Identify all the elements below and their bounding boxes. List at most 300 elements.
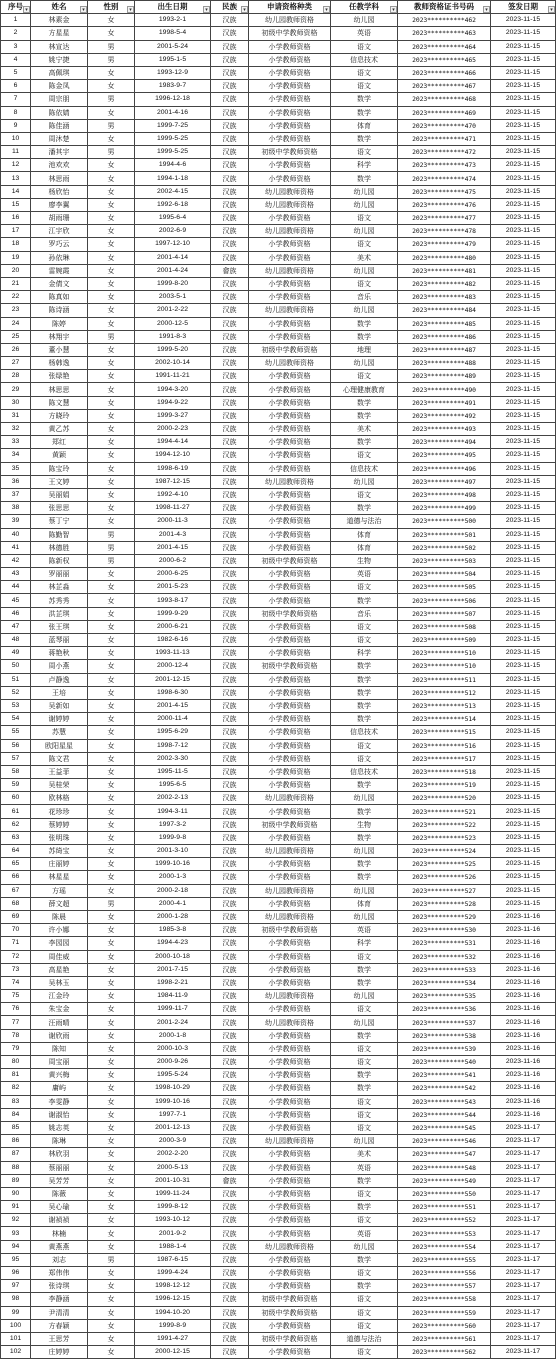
table-row [1,660,556,673]
cell-certificate-no: 2023**********524 [398,845,491,858]
cell-qualification: 小学教师资格 [249,53,331,66]
cell-qualification: 小学教师资格 [249,1082,331,1095]
cell-certificate-no: 2023**********486 [398,330,491,343]
cell-name: 林思雨 [31,172,88,185]
table-row [1,805,556,818]
cell-gender: 男 [88,897,135,910]
header-label: 申请资格种类 [267,2,312,12]
cell-gender: 女 [88,172,135,185]
cell-certificate-no: 2023**********537 [398,1016,491,1029]
cell-issue-date: 2023-11-15 [491,805,556,818]
table-row [1,990,556,1003]
cell-subject: 幼儿园 [331,14,398,27]
cell-seq: 62 [1,818,31,831]
cell-birthdate: 2002-6-9 [135,225,211,238]
cell-seq: 8 [1,106,31,119]
cell-ethnicity: 汉族 [211,765,249,778]
filter-dropdown-icon[interactable]: ▾ [241,6,248,13]
cell-certificate-no: 2023**********547 [398,1148,491,1161]
cell-ethnicity: 汉族 [211,1240,249,1253]
cell-subject: 数学 [331,1174,398,1187]
cell-gender: 女 [88,805,135,818]
cell-ethnicity: 汉族 [211,132,249,145]
cell-seq: 87 [1,1148,31,1161]
cell-qualification: 小学教师资格 [249,699,331,712]
cell-issue-date: 2023-11-15 [491,409,556,422]
cell-seq: 27 [1,357,31,370]
cell-gender: 女 [88,1069,135,1082]
cell-seq: 83 [1,1095,31,1108]
cell-qualification: 小学教师资格 [249,396,331,409]
header-label: 民族 [222,2,237,12]
cell-issue-date: 2023-11-15 [491,119,556,132]
cell-seq: 9 [1,119,31,132]
cell-name: 汪雨晴 [31,1016,88,1029]
filter-dropdown-icon[interactable]: ▾ [323,6,330,13]
cell-subject: 语文 [331,1108,398,1121]
cell-certificate-no: 2023**********491 [398,396,491,409]
cell-subject: 数学 [331,831,398,844]
cell-birthdate: 2000-12-5 [135,317,211,330]
cell-subject: 语文 [331,40,398,53]
cell-subject: 语文 [331,1293,398,1306]
cell-birthdate: 1995-6-5 [135,779,211,792]
cell-issue-date: 2023-11-15 [491,172,556,185]
cell-birthdate: 1984-11-9 [135,990,211,1003]
cell-subject: 信息技术 [331,53,398,66]
table-row [1,845,556,858]
cell-seq: 90 [1,1187,31,1200]
cell-birthdate: 1991-4-27 [135,1332,211,1345]
cell-ethnicity: 汉族 [211,53,249,66]
cell-qualification: 小学教师资格 [249,858,331,871]
table-row [1,1214,556,1227]
cell-seq: 12 [1,159,31,172]
cell-name: 周小燕 [31,660,88,673]
cell-subject: 数学 [331,409,398,422]
cell-subject: 语文 [331,1306,398,1319]
cell-gender: 女 [88,1042,135,1055]
cell-gender: 女 [88,1227,135,1240]
cell-seq: 48 [1,634,31,647]
cell-subject: 语文 [331,1214,398,1227]
cell-issue-date: 2023-11-15 [491,581,556,594]
cell-seq: 89 [1,1174,31,1187]
cell-qualification: 小学教师资格 [249,251,331,264]
cell-name: 王培 [31,686,88,699]
cell-issue-date: 2023-11-17 [491,1161,556,1174]
cell-qualification: 小学教师资格 [249,106,331,119]
cell-birthdate: 1999-3-27 [135,409,211,422]
table-row [1,779,556,792]
cell-birthdate: 2000-5-13 [135,1161,211,1174]
col-header-gender [88,1,135,14]
cell-birthdate: 2001-4-15 [135,699,211,712]
cell-issue-date: 2023-11-15 [491,291,556,304]
cell-qualification: 小学教师资格 [249,515,331,528]
cell-name: 张王琪 [31,620,88,633]
cell-ethnicity: 汉族 [211,502,249,515]
cell-seq: 46 [1,607,31,620]
cell-subject: 幼儿园 [331,1135,398,1148]
cell-name: 黄兴梅 [31,1069,88,1082]
cell-name: 吴芳芳 [31,1174,88,1187]
cell-certificate-no: 2023**********503 [398,554,491,567]
cell-seq: 78 [1,1029,31,1042]
cell-name: 周沐楚 [31,132,88,145]
cell-name: 郑红 [31,436,88,449]
cell-qualification: 小学教师资格 [249,713,331,726]
cell-seq: 50 [1,660,31,673]
cell-ethnicity: 汉族 [211,1161,249,1174]
cell-ethnicity: 汉族 [211,963,249,976]
cell-ethnicity: 汉族 [211,805,249,818]
cell-name: 苏绮宝 [31,845,88,858]
cell-certificate-no: 2023**********463 [398,27,491,40]
cell-qualification: 小学教师资格 [249,1161,331,1174]
table-row [1,277,556,290]
cell-gender: 女 [88,1280,135,1293]
cell-certificate-no: 2023**********505 [398,581,491,594]
table-row [1,699,556,712]
cell-certificate-no: 2023**********462 [398,14,491,27]
cell-name: 李园园 [31,937,88,950]
cell-seq: 6 [1,80,31,93]
cell-gender: 女 [88,66,135,79]
cell-certificate-no: 2023**********559 [398,1306,491,1319]
cell-gender: 女 [88,304,135,317]
cell-subject: 幼儿园 [331,264,398,277]
cell-issue-date: 2023-11-15 [491,699,556,712]
cell-subject: 数学 [331,132,398,145]
cell-gender: 女 [88,634,135,647]
cell-name: 罗丽丽 [31,568,88,581]
cell-qualification: 幼儿园教师资格 [249,1240,331,1253]
cell-seq: 69 [1,910,31,923]
cell-name: 庄丽婷 [31,858,88,871]
cell-seq: 42 [1,554,31,567]
cell-seq: 5 [1,66,31,79]
cell-certificate-no: 2023**********533 [398,963,491,976]
cell-gender: 女 [88,1174,135,1187]
cell-issue-date: 2023-11-15 [491,660,556,673]
cell-qualification: 小学教师资格 [249,238,331,251]
cell-subject: 体育 [331,528,398,541]
cell-ethnicity: 汉族 [211,343,249,356]
cell-birthdate: 2001-10-31 [135,1174,211,1187]
cell-name: 杨韩逸 [31,357,88,370]
cell-seq: 47 [1,620,31,633]
col-header-issue-date [491,1,556,14]
cell-ethnicity: 汉族 [211,884,249,897]
table-row [1,27,556,40]
cell-subject: 数学 [331,673,398,686]
cell-name: 廖李翼 [31,198,88,211]
cell-name: 胡雨珊 [31,212,88,225]
cell-seq: 21 [1,277,31,290]
cell-qualification: 小学教师资格 [249,1029,331,1042]
cell-ethnicity: 汉族 [211,845,249,858]
cell-certificate-no: 2023**********557 [398,1280,491,1293]
cell-ethnicity: 汉族 [211,1056,249,1069]
cell-subject: 语文 [331,634,398,647]
cell-issue-date: 2023-11-17 [491,1148,556,1161]
cell-gender: 女 [88,185,135,198]
cell-issue-date: 2023-11-16 [491,963,556,976]
cell-issue-date: 2023-11-15 [491,53,556,66]
cell-gender: 女 [88,950,135,963]
cell-gender: 女 [88,1029,135,1042]
cell-issue-date: 2023-11-16 [491,1095,556,1108]
cell-certificate-no: 2023**********495 [398,449,491,462]
table-row [1,1240,556,1253]
cell-name: 蔡丁宁 [31,515,88,528]
cell-issue-date: 2023-11-15 [491,357,556,370]
cell-issue-date: 2023-11-17 [491,1253,556,1266]
cell-gender: 女 [88,159,135,172]
cell-birthdate: 2000-3-9 [135,1135,211,1148]
header-row [1,1,556,14]
cell-seq: 94 [1,1240,31,1253]
cell-seq: 54 [1,713,31,726]
table-row [1,568,556,581]
filter-dropdown-icon[interactable]: ▾ [127,6,134,13]
cell-birthdate: 1994-1-18 [135,172,211,185]
cell-gender: 女 [88,14,135,27]
cell-seq: 80 [1,1056,31,1069]
cell-issue-date: 2023-11-15 [491,858,556,871]
cell-qualification: 幼儿园教师资格 [249,475,331,488]
cell-certificate-no: 2023**********552 [398,1214,491,1227]
cell-gender: 女 [88,765,135,778]
cell-ethnicity: 汉族 [211,792,249,805]
cell-name: 高星艳 [31,963,88,976]
cell-issue-date: 2023-11-15 [491,634,556,647]
cell-qualification: 小学教师资格 [249,739,331,752]
cell-name: 苏秀秀 [31,594,88,607]
cell-ethnicity: 汉族 [211,1082,249,1095]
cell-ethnicity: 汉族 [211,1108,249,1121]
cell-seq: 51 [1,673,31,686]
cell-certificate-no: 2023**********470 [398,119,491,132]
cell-certificate-no: 2023**********479 [398,238,491,251]
cell-qualification: 小学教师资格 [249,752,331,765]
cell-issue-date: 2023-11-17 [491,1121,556,1134]
cell-name: 林欣羽 [31,1148,88,1161]
table-row [1,1253,556,1266]
cell-ethnicity: 汉族 [211,40,249,53]
cell-issue-date: 2023-11-15 [491,449,556,462]
filter-dropdown-icon[interactable]: ▾ [548,6,555,13]
cell-birthdate: 2000-11-4 [135,713,211,726]
cell-subject: 数学 [331,1029,398,1042]
filter-dropdown-icon[interactable]: ▾ [203,6,210,13]
table-row [1,739,556,752]
table-row [1,212,556,225]
cell-gender: 女 [88,1135,135,1148]
table-row [1,93,556,106]
cell-seq: 14 [1,185,31,198]
cell-seq: 15 [1,198,31,211]
cell-ethnicity: 汉族 [211,937,249,950]
cell-birthdate: 2001-9-2 [135,1227,211,1240]
cell-gender: 女 [88,357,135,370]
filter-dropdown-icon[interactable]: ▾ [483,6,490,13]
table-row [1,1108,556,1121]
cell-certificate-no: 2023**********529 [398,910,491,923]
cell-issue-date: 2023-11-15 [491,831,556,844]
cell-birthdate: 1995-1-5 [135,53,211,66]
cell-qualification: 小学教师资格 [249,726,331,739]
cell-birthdate: 2002-2-13 [135,792,211,805]
cell-qualification: 小学教师资格 [249,1187,331,1200]
cell-name: 陈诗涵 [31,304,88,317]
table-row [1,291,556,304]
cell-ethnicity: 汉族 [211,568,249,581]
cell-issue-date: 2023-11-15 [491,568,556,581]
cell-qualification: 小学教师资格 [249,1227,331,1240]
filter-dropdown-icon[interactable]: ▾ [80,6,87,13]
cell-certificate-no: 2023**********504 [398,568,491,581]
cell-name: 杨欣怡 [31,185,88,198]
cell-seq: 44 [1,581,31,594]
cell-subject: 体育 [331,897,398,910]
cell-ethnicity: 汉族 [211,475,249,488]
cell-ethnicity: 汉族 [211,146,249,159]
cell-ethnicity: 汉族 [211,1227,249,1240]
cell-issue-date: 2023-11-15 [491,502,556,515]
table-row [1,488,556,501]
table-row [1,1293,556,1306]
cell-seq: 81 [1,1069,31,1082]
cell-qualification: 初级中学教师资格 [249,607,331,620]
cell-birthdate: 2000-6-2 [135,554,211,567]
cell-gender: 男 [88,146,135,159]
cell-ethnicity: 汉族 [211,106,249,119]
cell-seq: 58 [1,765,31,778]
cell-qualification: 小学教师资格 [249,541,331,554]
cell-gender: 女 [88,1095,135,1108]
cell-issue-date: 2023-11-15 [491,792,556,805]
header-label: 姓名 [51,2,67,12]
cell-issue-date: 2023-11-15 [491,726,556,739]
cell-issue-date: 2023-11-15 [491,647,556,660]
cell-ethnicity: 汉族 [211,383,249,396]
cell-issue-date: 2023-11-16 [491,924,556,937]
cell-seq: 79 [1,1042,31,1055]
cell-name: 薛文超 [31,897,88,910]
cell-name: 林芷淼 [31,581,88,594]
cell-birthdate: 1999-5-20 [135,343,211,356]
cell-subject: 幼儿园 [331,1240,398,1253]
cell-issue-date: 2023-11-17 [491,1319,556,1332]
cell-certificate-no: 2023**********525 [398,858,491,871]
table-row [1,436,556,449]
cell-ethnicity: 汉族 [211,871,249,884]
cell-subject: 数学 [331,976,398,989]
table-row [1,462,556,475]
cell-certificate-no: 2023**********531 [398,937,491,950]
cell-name: 陈晨 [31,910,88,923]
cell-ethnicity: 汉族 [211,910,249,923]
table-row [1,871,556,884]
cell-certificate-no: 2023**********521 [398,805,491,818]
cell-ethnicity: 汉族 [211,1201,249,1214]
cell-gender: 女 [88,568,135,581]
cell-birthdate: 1999-8-12 [135,1201,211,1214]
cell-certificate-no: 2023**********549 [398,1174,491,1187]
cell-gender: 女 [88,1240,135,1253]
cell-name: 陈文君 [31,752,88,765]
cell-gender: 女 [88,436,135,449]
cell-subject: 生物 [331,818,398,831]
table-row [1,884,556,897]
table-row [1,198,556,211]
cell-qualification: 小学教师资格 [249,765,331,778]
cell-subject: 数学 [331,594,398,607]
table-row [1,449,556,462]
cell-seq: 31 [1,409,31,422]
cell-seq: 64 [1,845,31,858]
cell-ethnicity: 汉族 [211,607,249,620]
filter-dropdown-icon[interactable]: ▾ [390,6,397,13]
cell-seq: 93 [1,1227,31,1240]
cell-issue-date: 2023-11-17 [491,1187,556,1200]
cell-ethnicity: 汉族 [211,66,249,79]
cell-gender: 女 [88,963,135,976]
cell-name: 高佩琪 [31,66,88,79]
cell-gender: 男 [88,119,135,132]
cell-gender: 女 [88,1056,135,1069]
cell-birthdate: 2000-1-8 [135,1029,211,1042]
cell-subject: 语文 [331,146,398,159]
cell-name: 周宗朋 [31,93,88,106]
cell-seq: 75 [1,990,31,1003]
cell-qualification: 小学教师资格 [249,383,331,396]
cell-qualification: 小学教师资格 [249,831,331,844]
cell-qualification: 初级中学教师资格 [249,554,331,567]
cell-issue-date: 2023-11-15 [491,607,556,620]
cell-certificate-no: 2023**********514 [398,713,491,726]
cell-certificate-no: 2023**********527 [398,884,491,897]
table-row [1,1095,556,1108]
cell-seq: 84 [1,1108,31,1121]
cell-subject: 数学 [331,660,398,673]
cell-seq: 37 [1,488,31,501]
cell-certificate-no: 2023**********513 [398,699,491,712]
cell-qualification: 幼儿园教师资格 [249,185,331,198]
cell-issue-date: 2023-11-15 [491,713,556,726]
cell-ethnicity: 汉族 [211,1306,249,1319]
table-row [1,1187,556,1200]
table-row [1,673,556,686]
cell-qualification: 小学教师资格 [249,1003,331,1016]
cell-ethnicity: 汉族 [211,541,249,554]
header-label: 任教学科 [349,2,379,12]
cell-name: 林宣达 [31,40,88,53]
table-row [1,1016,556,1029]
cell-ethnicity: 汉族 [211,1135,249,1148]
cell-qualification: 小学教师资格 [249,409,331,422]
filter-dropdown-icon[interactable]: ▾ [23,6,30,13]
cell-certificate-no: 2023**********510 [398,647,491,660]
table-row [1,1082,556,1095]
cell-subject: 心理健康教育 [331,383,398,396]
cell-certificate-no: 2023**********512 [398,686,491,699]
cell-subject: 幼儿园 [331,185,398,198]
cell-subject: 道德与法治 [331,1332,398,1345]
cell-birthdate: 2000-9-26 [135,1056,211,1069]
